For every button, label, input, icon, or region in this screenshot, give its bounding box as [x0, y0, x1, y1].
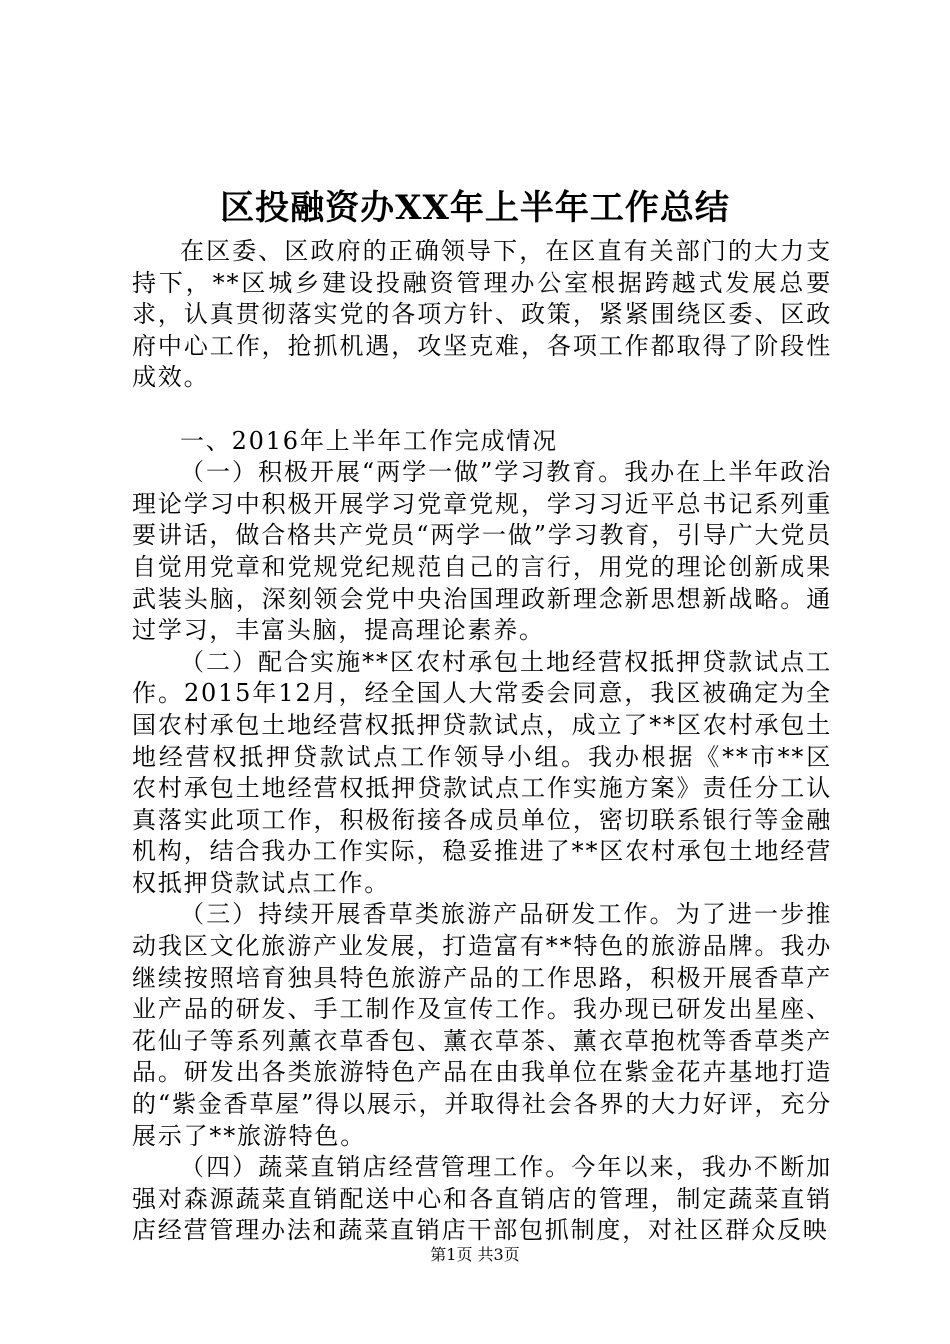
document-title: 区投融资办XX年上半年工作总结: [220, 188, 730, 228]
item-paragraph: （一）积极开展“两学一做”学习教育。我办在上半年政治理论学习中积极开展学习党章党规，学习习近平总书记系列重要讲话，做合格共产党员“两学一做”学习教育，引导广大党员自觉用党章和党规党纪规范自己的言行，用党的理论创新成果武装头脑，深刻领会党中央治国理政新理念新思想新战略。通过学习，丰富头脑，提高理论素养。: [132, 458, 832, 645]
item-paragraph: （四）蔬菜直销店经营管理工作。今年以来，我办不断加强对森源蔬菜直销配送中心和各直销店的管理，制定蔬菜直销店经营管理办法和蔬菜直销店干部包抓制度，对社区群众反映: [132, 1153, 832, 1245]
intro-paragraph: 在区委、区政府的正确领导下，在区直有关部门的大力支持下，**区城乡建设投融资管理办公室根据跨越式发展总要求，认真贯彻落实党的各项方针、政策，紧紧围绕区委、区政府中心工作，抢抓机遇，攻坚克难，各项工作都取得了阶段性成效。: [132, 237, 832, 392]
section-heading: 一、2016年上半年工作完成情况: [180, 426, 558, 455]
document-body: [132, 236, 832, 1247]
item-paragraph: （二）配合实施**区农村承包土地经营权抵押贷款试点工作。2015年12月，经全国人大常委会同意，我区被确定为全国农村承包土地经营权抵押贷款试点，成立了**区农村承包土地经营权抵押贷款试点工作领导小组。我办根据《**市**区农村承包土地经营权抵押贷款试点工作实施方案》责任分工认真落实此项工作，积极衔接各成员单位，密切联系银行等金融机构，结合我办工作实际，稳妥推进了**区农村承包土地经营权抵押贷款试点工作。: [132, 647, 832, 897]
item-paragraph: （三）持续开展香草类旅游产品研发工作。为了进一步推动我区文化旅游产业发展，打造富有**特色的旅游品牌。我办继续按照培育独具特色旅游产品的工作思路，积极开展香草产业产品的研发、手工制作及宣传工作。我办现已研发出星座、花仙子等系列薰衣草香包、薰衣草茶、薰衣草抱枕等香草类产品。研发出各类旅游特色产品在由我单位在紫金花卉基地打造的“紫金香草屋”得以展示，并取得社会各界的大力好评，充分展示了**旅游特色。: [132, 900, 832, 1150]
page-number-footer: 第1页 共3页: [430, 1245, 520, 1264]
